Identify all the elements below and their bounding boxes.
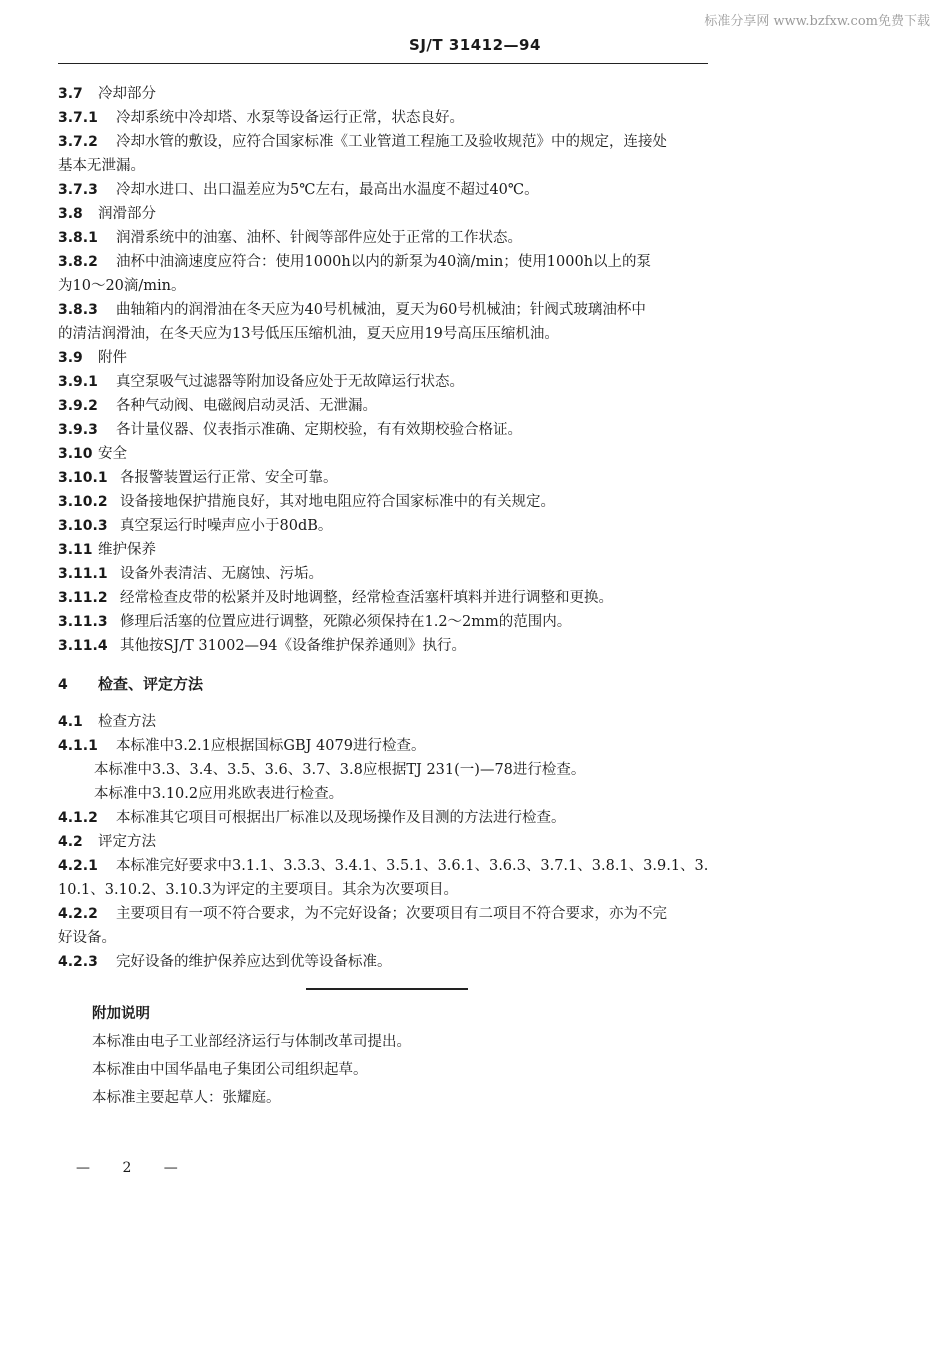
clause-text: 其他按SJ/T 31002—94《设备维护保养通则》执行。 [120,638,466,654]
clause-line [58,394,713,418]
clause-number: 3.8.1 [58,230,98,246]
clause-text: 设备外表清洁、无腐蚀、污垢。 [120,566,323,582]
clause-line [58,418,713,442]
clause-text: 经常检查皮带的松紧并及时地调整，经常检查活塞杆填料并进行调整和更换。 [120,590,613,606]
clause-line [58,226,713,250]
clause-line [58,782,713,806]
clause-number: 3.10.1 [58,470,108,486]
clause-number: 3.9.1 [58,374,98,390]
clause-number: 3.7.3 [58,182,98,198]
note-line: 本标准主要起草人：张耀庭。 [92,1090,281,1106]
notes-lines [92,1028,713,1112]
clause-text: 评定方法 [98,834,156,850]
clause-line [58,490,713,514]
clause-text: 本标准中3.3、3.4、3.5、3.6、3.7、3.8应根据TJ 231(一)—78进行检查。 [94,762,586,778]
clause-line [58,130,713,154]
clause-number: 3.10.3 [58,518,108,534]
clause-line [58,950,713,974]
clause-line [58,878,713,902]
watermark: 标准分享网 www.bzfxw.com免费下载 [704,14,930,29]
clause-text: 基本无泄漏。 [58,158,145,174]
clause-text: 真空泵吸气过滤器等附加设备应处于无故障运行状态。 [116,374,464,390]
clause-text: 各种气动阀、电磁阀启动灵活、无泄漏。 [116,398,377,414]
clause-number: 4.2.2 [58,906,98,922]
standard-code-header: SJ/T 31412—94 [409,36,541,54]
clause-number: 3.11.1 [58,566,108,582]
clause-line [58,734,713,758]
note-line: 本标准由电子工业部经济运行与体制改革司提出。 [92,1034,411,1050]
clause-number: 3.11.3 [58,614,108,630]
clause-number: 3.9.3 [58,422,98,438]
clause-line [58,346,713,370]
clause-text: 真空泵运行时噪声应小于80dB。 [120,518,333,534]
clause-text: 本标准完好要求中3.1.1、3.3.3、3.4.1、3.5.1、3.6.1、3.6.3、3.7.1、3.8.1、3.9.1、3. [116,858,709,874]
additional-notes [58,1000,713,1112]
clause-text: 设备接地保护措施良好，其对地电阻应符合国家标准中的有关规定。 [120,494,555,510]
clause-line [58,82,713,106]
clause-text: 为10～20滴/min。 [58,278,186,294]
clause-number: 4.1.1 [58,738,98,754]
end-rule [306,988,468,990]
section-4-title: 检查、评定方法 [98,675,204,693]
clause-text: 10.1、3.10.2、3.10.3为评定的主要项目。其余为次要项目。 [58,882,459,898]
clause-line [58,274,713,298]
clause-text: 好设备。 [58,930,116,946]
note-line: 本标准由中国华晶电子集团公司组织起草。 [92,1062,368,1078]
clause-number: 3.8.2 [58,254,98,270]
clause-line [58,634,713,658]
clause-number: 3.11.2 [58,590,108,606]
clause-line [58,830,713,854]
clause-line [58,806,713,830]
section-4-heading [58,672,713,696]
clause-number: 3.11 [58,542,93,558]
clause-text: 修理后活塞的位置应进行调整，死隙必须保持在1.2～2mm的范围内。 [120,614,572,630]
header-rule [58,63,708,64]
clause-text: 冷却部分 [98,86,156,102]
document-body [58,82,713,1112]
clause-line [58,298,713,322]
clause-line [58,610,713,634]
clause-number: 3.9.2 [58,398,98,414]
clause-text: 检查方法 [98,714,156,730]
clause-text: 的清洁润滑油，在冬天应为13号低压压缩机油，夏天应用19号高压压缩机油。 [58,326,559,342]
clause-number: 3.9 [58,350,83,366]
clause-number: 3.7.1 [58,110,98,126]
section-4-clauses [58,710,713,974]
clause-line [58,758,713,782]
clause-text: 附件 [98,350,127,366]
clause-text: 各报警装置运行正常、安全可靠。 [120,470,338,486]
clause-number: 3.10.2 [58,494,108,510]
clause-text: 本标准其它项目可根据出厂标准以及现场操作及目测的方法进行检查。 [116,810,566,826]
clause-text: 冷却系统中冷却塔、水泵等设备运行正常，状态良好。 [116,110,464,126]
clause-text: 安全 [98,446,127,462]
clause-line [58,926,713,950]
clause-line [58,586,713,610]
clause-line [58,178,713,202]
clause-text: 主要项目有一项不符合要求，为不完好设备；次要项目有二项目不符合要求，亦为不完 [116,906,667,922]
page-number: — 2 — [76,1160,192,1176]
clause-line [58,202,713,226]
clause-line [58,562,713,586]
clause-text: 本标准中3.2.1应根据国标GBJ 4079进行检查。 [116,738,426,754]
clause-line [58,250,713,274]
clause-number: 4.2.1 [58,858,98,874]
clause-text: 维护保养 [98,542,156,558]
clause-line [58,902,713,926]
clause-line [58,514,713,538]
clause-line [58,538,713,562]
section-4-number: 4 [58,677,68,693]
clause-text: 油杯中油滴速度应符合：使用1000h以内的新泵为40滴/min；使用1000h以上的泵 [116,254,652,270]
clause-line [58,466,713,490]
section-3-clauses [58,82,713,658]
clause-text: 冷却水管的敷设，应符合国家标准《工业管道工程施工及验收规范》中的规定，连接处 [116,134,667,150]
clause-number: 4.1.2 [58,810,98,826]
clause-text: 本标准中3.10.2应用兆欧表进行检查。 [94,786,344,802]
clause-number: 3.7.2 [58,134,98,150]
clause-line [58,442,713,466]
clause-text: 曲轴箱内的润滑油在冬天应为40号机械油，夏天为60号机械油；针阀式玻璃油杯中 [116,302,646,318]
clause-line [58,154,713,178]
clause-number: 3.7 [58,86,83,102]
clause-line [58,370,713,394]
clause-number: 4.2 [58,834,83,850]
clause-line [58,106,713,130]
clause-text: 润滑系统中的油塞、油杯、针阀等部件应处于正常的工作状态。 [116,230,522,246]
clause-number: 3.8 [58,206,83,222]
clause-line [58,854,713,878]
clause-number: 3.11.4 [58,638,108,654]
clause-text: 完好设备的维护保养应达到优等设备标准。 [116,954,392,970]
clause-text: 润滑部分 [98,206,156,222]
clause-line [58,322,713,346]
clause-number: 4.1 [58,714,83,730]
clause-number: 3.10 [58,446,93,462]
clause-line [58,710,713,734]
clause-text: 各计量仪器、仪表指示准确、定期校验，有有效期校验合格证。 [116,422,522,438]
clause-number: 3.8.3 [58,302,98,318]
notes-title: 附加说明 [92,1005,150,1022]
clause-text: 冷却水进口、出口温差应为5℃左右，最高出水温度不超过40℃。 [116,182,539,198]
clause-number: 4.2.3 [58,954,98,970]
